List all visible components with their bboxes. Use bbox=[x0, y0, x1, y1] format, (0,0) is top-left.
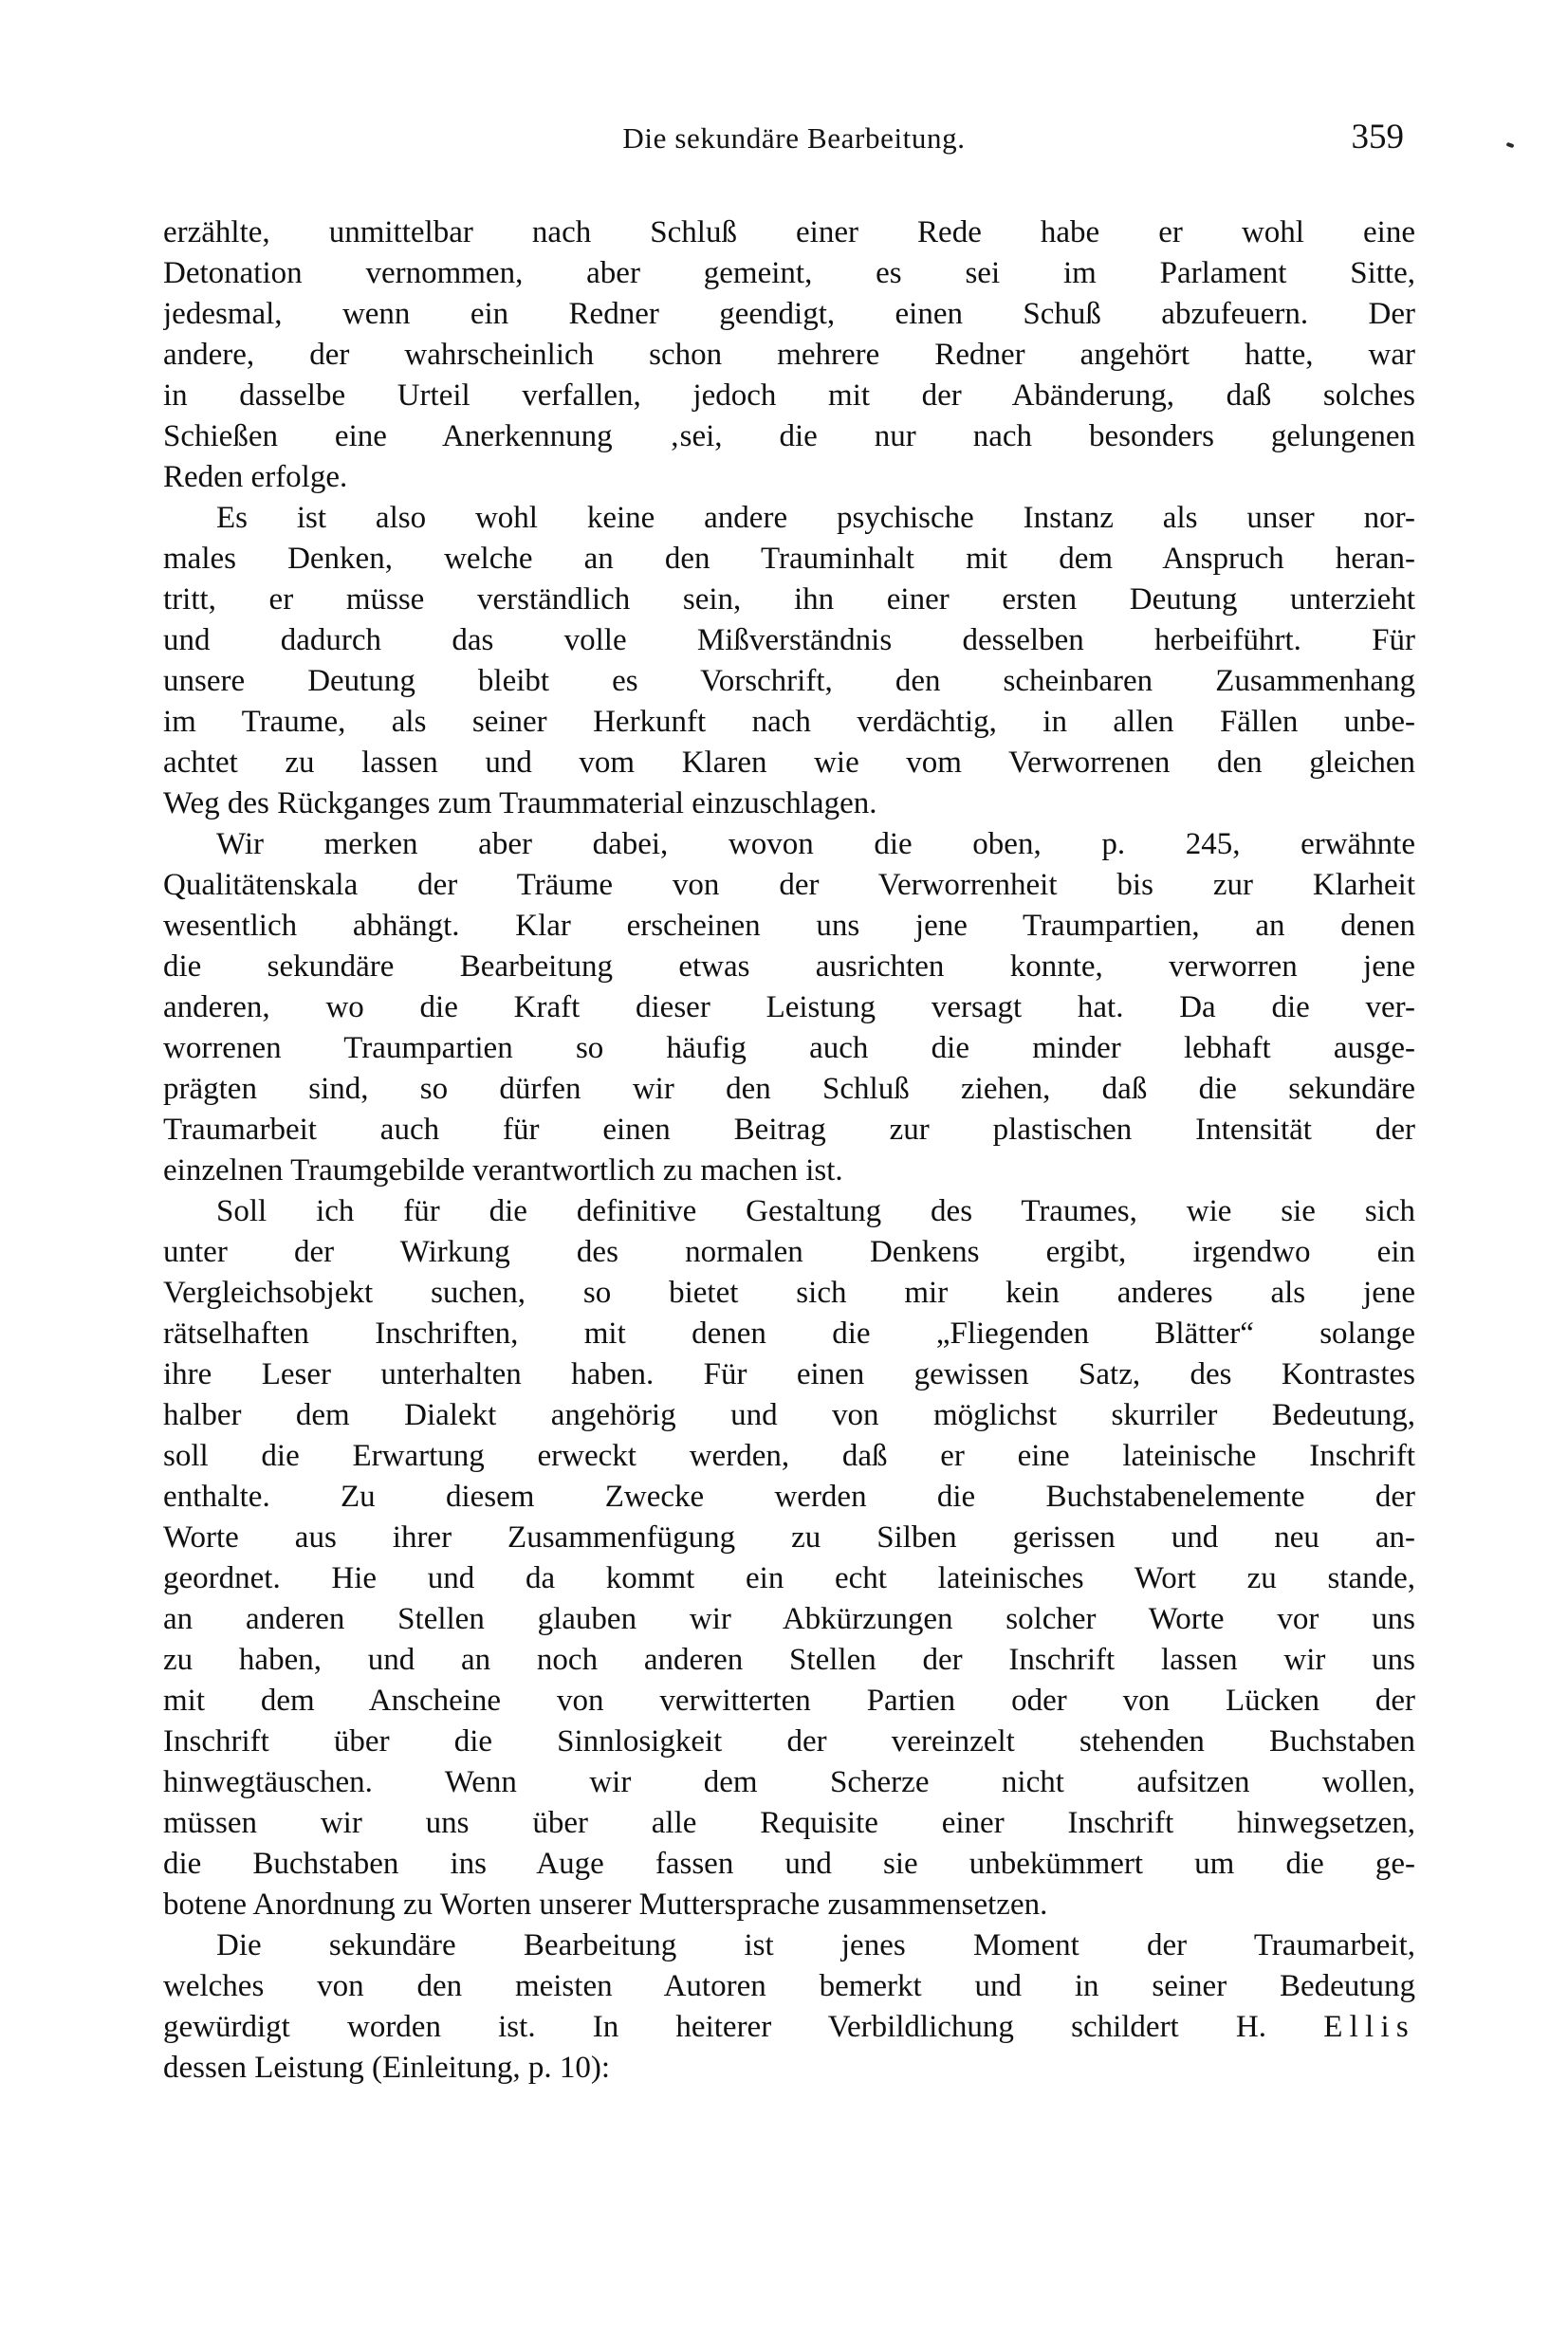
text-line: unter der Wirkung des normalen Denkens ergibt, irgendwo ein bbox=[163, 1235, 1415, 1269]
text-line: andere, der wahrscheinlich schon mehrere Redner angehört hatte, war bbox=[163, 338, 1415, 372]
text-line: Worte aus ihrer Zusammenfügung zu Silben gerissen und neu an- bbox=[163, 1520, 1415, 1555]
text-line: geordnet. Hie und da kommt ein echt lateinisches Wort zu stande, bbox=[163, 1561, 1415, 1595]
paragraph bbox=[163, 1191, 1415, 1925]
paragraph bbox=[163, 212, 1415, 498]
text-line: im Traume, als seiner Herkunft nach verdächtig, in allen Fällen unbe- bbox=[163, 705, 1415, 739]
letterspaced-name: Ellis bbox=[1323, 2010, 1415, 2044]
paragraph bbox=[163, 498, 1415, 824]
text-line: botene Anordnung zu Worten unserer Muttersprache zusammensetzen. bbox=[163, 1888, 1048, 1922]
text-segment: gewürdigt worden ist. In heiterer Verbildlichung schildert H. bbox=[163, 2010, 1324, 2044]
text-line: soll die Erwartung erweckt werden, daß er eine lateinische Inschrift bbox=[163, 1439, 1415, 1473]
text-line: Traumarbeit auch für einen Beitrag zur plastischen Intensität der bbox=[163, 1113, 1415, 1147]
text-line: die sekundäre Bearbeitung etwas ausrichten konnte, verworren jene bbox=[163, 949, 1415, 984]
text-line: Es ist also wohl keine andere psychische Instanz als unser nor- bbox=[216, 501, 1415, 535]
page-number: 359 bbox=[1351, 118, 1404, 157]
text-line: einzelnen Traumgebilde verantwortlich zu machen ist. bbox=[163, 1153, 843, 1188]
text-line bbox=[163, 2007, 1415, 2048]
text-line: zu haben, und an noch anderen Stellen der Inschrift lassen wir uns bbox=[163, 1643, 1415, 1677]
text-line: Inschrift über die Sinnlosigkeit der vereinzelt stehenden Buchstaben bbox=[163, 1724, 1415, 1759]
text-line: achtet zu lassen und vom Klaren wie vom Verworrenen den gleichen bbox=[163, 746, 1415, 780]
text-line: erzählte, unmittelbar nach Schluß einer Rede habe er wohl eine bbox=[163, 215, 1415, 249]
paragraph bbox=[163, 1925, 1415, 2089]
paragraph bbox=[163, 824, 1415, 1191]
text-line: an anderen Stellen glauben wir Abkürzungen solcher Worte vor uns bbox=[163, 1602, 1415, 1636]
text-line: jedesmal, wenn ein Redner geendigt, einen Schuß abzufeuern. Der bbox=[163, 297, 1415, 331]
text-line: rätselhaften Inschriften, mit denen die „Fliegenden Blätter“ solange bbox=[163, 1317, 1415, 1351]
page-header bbox=[163, 118, 1425, 169]
text-line: Qualitätenskala der Träume von der Verworrenheit bis zur Klarheit bbox=[163, 868, 1415, 902]
text-line: Reden erfolge. bbox=[163, 460, 348, 494]
text-line: müssen wir uns über alle Requisite einer Inschrift hinwegsetzen, bbox=[163, 1806, 1415, 1840]
text-line: in dasselbe Urteil verfallen, jedoch mit der Abänderung, daß solches bbox=[163, 378, 1415, 413]
text-line: Die sekundäre Bearbeitung ist jenes Moment der Traumarbeit, bbox=[216, 1928, 1415, 1962]
text-line: die Buchstaben ins Auge fassen und sie unbekümmert um die ge- bbox=[163, 1847, 1415, 1881]
text-line: ihre Leser unterhalten haben. Für einen gewissen Satz, des Kontrastes bbox=[163, 1357, 1415, 1391]
text-line: worrenen Traumpartien so häufig auch die minder lebhaft ausge- bbox=[163, 1031, 1415, 1065]
text-line: anderen, wo die Kraft dieser Leistung versagt hat. Da die ver- bbox=[163, 990, 1415, 1024]
text-line: Vergleichsobjekt suchen, so bietet sich mir kein anderes als jene bbox=[163, 1276, 1415, 1310]
text-line: Wir merken aber dabei, wovon die oben, p. 245, erwähnte bbox=[216, 827, 1415, 861]
text-line: enthalte. Zu diesem Zwecke werden die Buchstabenelemente der bbox=[163, 1480, 1415, 1514]
text-block bbox=[163, 212, 1415, 2089]
text-line: Detonation vernommen, aber gemeint, es sei im Parlament Sitte, bbox=[163, 256, 1415, 290]
text-line: dessen Leistung (Einleitung, p. 10): bbox=[163, 2051, 611, 2085]
text-line: hinwegtäuschen. Wenn wir dem Scherze nicht aufsitzen wollen, bbox=[163, 1765, 1415, 1799]
scan-artifact-dot bbox=[1506, 142, 1515, 148]
text-line: unsere Deutung bleibt es Vorschrift, den scheinbaren Zusammenhang bbox=[163, 664, 1415, 698]
text-line: Schießen eine Anerkennung ‚sei, die nur nach besonders gelungenen bbox=[163, 419, 1415, 453]
text-line: halber dem Dialekt angehörig und von möglichst skurriler Bedeutung, bbox=[163, 1398, 1415, 1432]
text-line: Soll ich für die definitive Gestaltung des Traumes, wie sie sich bbox=[216, 1194, 1415, 1228]
text-line: tritt, er müsse verständlich sein, ihn einer ersten Deutung unterzieht bbox=[163, 582, 1415, 617]
text-line: wesentlich abhängt. Klar erscheinen uns jene Traumpartien, an denen bbox=[163, 909, 1415, 943]
text-line: prägten sind, so dürfen wir den Schluß ziehen, daß die sekundäre bbox=[163, 1072, 1415, 1106]
text-line: und dadurch das volle Mißverständnis desselben herbeiführt. Für bbox=[163, 623, 1415, 657]
text-line: welches von den meisten Autoren bemerkt und in seiner Bedeutung bbox=[163, 1969, 1415, 2003]
running-title: Die sekundäre Bearbeitung. bbox=[622, 121, 966, 155]
text-line: Weg des Rückganges zum Traummaterial einzuschlagen. bbox=[163, 786, 877, 820]
text-line: mit dem Anscheine von verwitterten Partien oder von Lücken der bbox=[163, 1684, 1415, 1718]
text-line: males Denken, welche an den Trauminhalt mit dem Anspruch heran- bbox=[163, 542, 1415, 576]
